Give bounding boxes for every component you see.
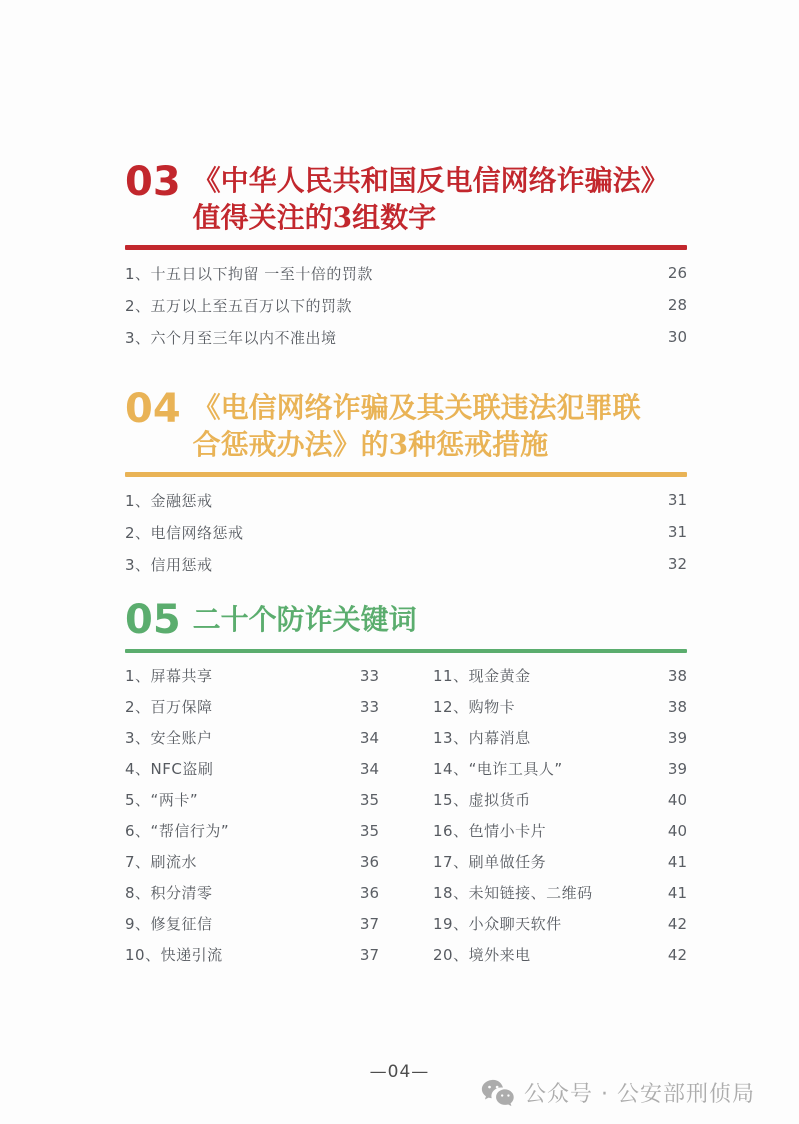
toc-item-label: 2、百万保障 (125, 698, 213, 716)
toc-item (433, 784, 687, 815)
toc-item-page: 33 (359, 666, 379, 685)
toc-item (433, 753, 687, 784)
toc-item-page: 26 (667, 264, 687, 282)
toc-item (433, 691, 687, 722)
toc-item-label: 2、五万以上至五百万以下的罚款 (125, 296, 353, 315)
section-number: 04 (125, 386, 181, 432)
toc-item-label: 15、虚拟货币 (433, 791, 531, 809)
toc-item-label: 13、内幕消息 (433, 729, 531, 747)
toc-item-label: 9、修复征信 (125, 915, 213, 933)
toc-item (125, 691, 379, 722)
toc-item-page: 30 (667, 328, 687, 346)
section-title-line2: 合惩戒办法》的3种惩戒措施 (192, 428, 549, 461)
toc-item-label: 14、“电诈工具人” (433, 760, 563, 778)
section-title (193, 389, 641, 463)
toc-item-page: 42 (667, 945, 687, 964)
section-title: 二十个防诈关键词 (192, 603, 417, 636)
toc-item (433, 815, 687, 846)
wechat-icon (481, 1079, 515, 1107)
toc-item-page: 33 (359, 697, 379, 716)
toc-item-label: 17、刷单做任务 (433, 853, 547, 871)
toc-item-page: 31 (667, 491, 687, 509)
toc-item (125, 660, 379, 691)
toc-item-page: 40 (667, 790, 687, 809)
toc-item (125, 908, 379, 939)
toc-item (125, 516, 687, 548)
toc-item-page: 32 (667, 555, 687, 573)
toc-item-page: 35 (359, 821, 379, 840)
toc-item-label: 1、屏幕共享 (125, 667, 213, 685)
toc-item-label: 3、六个月至三年以内不准出境 (125, 328, 337, 347)
toc-item-label: 6、“帮信行为” (125, 822, 230, 840)
toc-item (433, 908, 687, 939)
keyword-grid (125, 660, 687, 970)
toc-item-page: 40 (667, 821, 687, 840)
watermark-text: 公众号 · 公安部刑侦局 (524, 1082, 755, 1107)
toc-item-label: 12、购物卡 (433, 698, 516, 716)
toc-item (433, 722, 687, 753)
toc-item-label: 11、现金黄金 (433, 667, 531, 685)
toc-item-page: 37 (359, 945, 379, 964)
toc-item-label: 1、十五日以下拘留 一至十倍的罚款 (125, 264, 373, 283)
toc-item-page: 34 (359, 759, 379, 778)
toc-item-label: 20、境外来电 (433, 946, 531, 964)
toc-item-label: 5、“两卡” (125, 791, 199, 809)
section-number: 03 (125, 159, 181, 205)
toc-item (125, 257, 687, 289)
toc-item-page: 38 (667, 697, 687, 716)
toc-item (433, 660, 687, 691)
toc-item-page: 35 (359, 790, 379, 809)
section-divider (125, 245, 687, 250)
toc-item-page: 28 (667, 296, 687, 314)
footer-watermark (481, 1077, 755, 1108)
toc-item-page: 42 (667, 914, 687, 933)
section-title-line2: 值得关注的3组数字 (192, 201, 437, 234)
section-03-items (125, 257, 687, 353)
toc-item (125, 815, 379, 846)
toc-item (433, 877, 687, 908)
toc-item (125, 321, 687, 353)
section-title-line1: 《中华人民共和国反电信网络诈骗法》 (192, 164, 669, 197)
toc-item (125, 484, 687, 516)
toc-item-label: 3、安全账户 (125, 729, 213, 747)
toc-item (433, 939, 687, 970)
section-03-heading (125, 159, 687, 236)
toc-item-label: 19、小众聊天软件 (433, 915, 562, 933)
toc-item-label: 2、电信网络惩戒 (125, 523, 244, 542)
toc-item-label: 10、快递引流 (125, 946, 223, 964)
toc-item-label: 4、NFC盗刷 (125, 760, 214, 778)
toc-item (125, 289, 687, 321)
toc-item-label: 8、积分清零 (125, 884, 213, 902)
toc-item (125, 548, 687, 580)
section-03 (125, 159, 687, 353)
section-title (193, 162, 669, 236)
section-number: 05 (125, 597, 181, 643)
toc-item-label: 7、刷流水 (125, 853, 198, 871)
section-divider (125, 649, 687, 653)
toc-item-page: 39 (667, 728, 687, 747)
toc-item-page: 38 (667, 666, 687, 685)
toc-item (125, 722, 379, 753)
toc-item (433, 846, 687, 877)
toc-item-page: 36 (359, 852, 379, 871)
toc-item-page: 34 (359, 728, 379, 747)
toc-item-page: 37 (359, 914, 379, 933)
toc-item (125, 877, 379, 908)
toc-item-label: 16、色情小卡片 (433, 822, 547, 840)
toc-item-label: 1、金融惩戒 (125, 491, 213, 510)
toc-content (125, 159, 687, 970)
toc-item-label: 18、未知链接、二维码 (433, 884, 593, 902)
section-04-items (125, 484, 687, 580)
keyword-column-left (125, 660, 379, 970)
toc-item (125, 784, 379, 815)
toc-item (125, 753, 379, 784)
toc-item-label: 3、信用惩戒 (125, 555, 213, 574)
footer-page-number: —04— (369, 1062, 430, 1082)
section-title-line1: 《电信网络诈骗及其关联违法犯罪联 (192, 391, 641, 424)
toc-item-page: 41 (667, 883, 687, 902)
section-05-heading (125, 597, 687, 643)
section-divider (125, 472, 687, 477)
keyword-column-right (433, 660, 687, 970)
toc-item (125, 846, 379, 877)
toc-item-page: 31 (667, 523, 687, 541)
section-04-heading (125, 386, 687, 463)
section-05 (125, 597, 687, 970)
toc-item-page: 41 (667, 852, 687, 871)
section-04 (125, 386, 687, 580)
toc-item (125, 939, 379, 970)
toc-item-page: 39 (667, 759, 687, 778)
toc-item-page: 36 (359, 883, 379, 902)
